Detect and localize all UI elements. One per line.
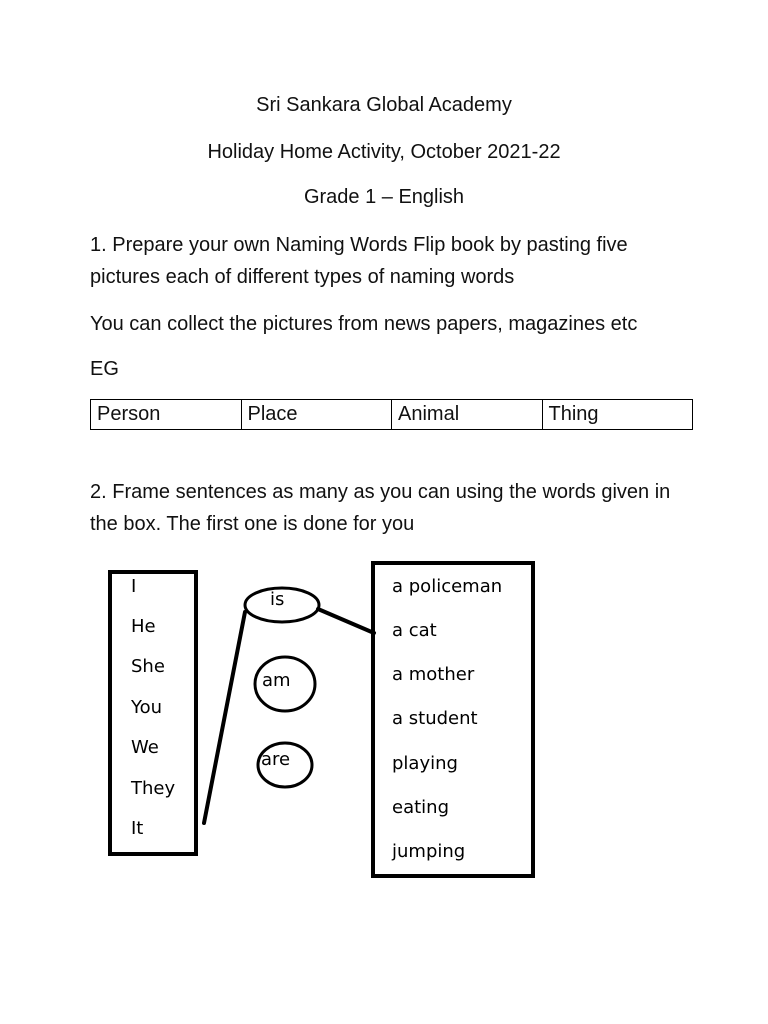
ending-playing: playing	[392, 753, 458, 774]
verb-are: are	[261, 749, 291, 770]
table-cell-place: Place	[241, 400, 392, 430]
school-name: Sri Sankara Global Academy	[256, 94, 512, 116]
verb-am: am	[262, 670, 291, 691]
activity-title: Holiday Home Activity, October 2021-22	[207, 141, 561, 163]
pronoun-you: You	[131, 697, 163, 718]
question-1-note: You can collect the pictures from news papers, magazines etc	[90, 313, 638, 335]
table-cell-thing: Thing	[542, 400, 693, 430]
table-row	[91, 400, 693, 430]
pronoun-they: They	[131, 778, 176, 799]
ending-jumping: jumping	[392, 841, 466, 862]
grade-subject: Grade 1 – English	[303, 186, 465, 208]
connector-is-a-cat	[318, 609, 374, 633]
table-cell-animal: Animal	[392, 400, 543, 430]
ending-a-student: a student	[392, 708, 478, 729]
pronoun-we: We	[131, 737, 159, 758]
pronoun-she: She	[131, 656, 165, 677]
ending-a-mother: a mother	[392, 664, 475, 685]
ending-a-policeman: a policeman	[392, 576, 503, 597]
question-2-text: 2. Frame sentences as many as you can using the words given in the box. The first one is done for you	[90, 481, 671, 535]
pronoun-he: He	[131, 616, 156, 637]
table-cell-person: Person	[91, 400, 242, 430]
eg-label: EG	[90, 358, 119, 380]
ending-a-cat: a cat	[392, 620, 437, 641]
naming-words-table	[90, 399, 693, 430]
pronoun-i: I	[131, 576, 137, 597]
pronoun-it: It	[131, 818, 144, 839]
ending-eating: eating	[392, 797, 449, 818]
connector-it-is	[204, 612, 245, 823]
verb-is: is	[270, 589, 285, 610]
question-1-text: 1. Prepare your own Naming Words Flip book by pasting five pictures each of different types of naming words	[90, 234, 628, 288]
